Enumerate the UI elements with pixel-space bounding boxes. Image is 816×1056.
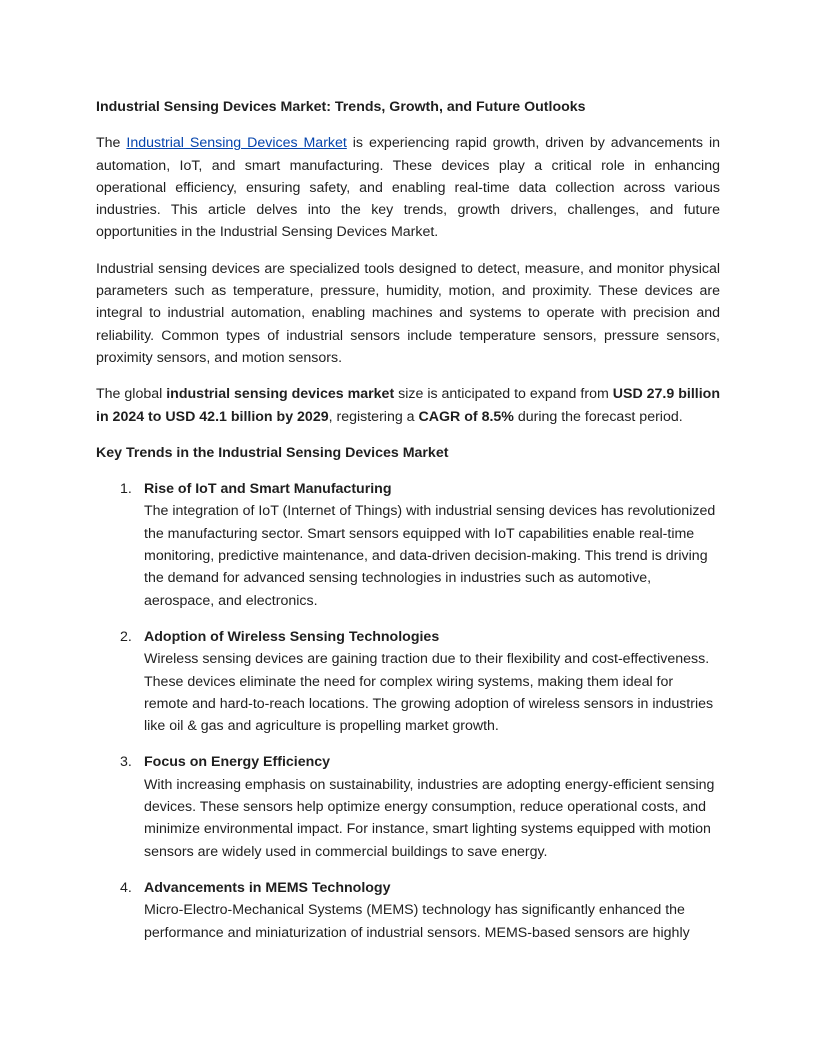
list-item-title: Focus on Energy Efficiency [144, 754, 331, 771]
list-item-body: The integration of IoT (Internet of Things) with industrial sensing devices has revolutionized the manufacturing sector. Smart sensors equipped with IoT capabilities enable real-time monitoring, predictive maintenance, and data-driven decision-making. This trend is driving the demand for advanced sensing technologies in industries such as automotive, aerospace, and electronics. [144, 503, 716, 609]
intro-prefix: The [96, 135, 127, 152]
market-size-text-2: size is anticipated to expand from [394, 386, 613, 403]
list-item-number: 4. [120, 879, 132, 896]
market-size-text-4: during the forecast period. [513, 408, 683, 425]
list-item [96, 751, 720, 862]
list-item-title: Advancements in MEMS Technology [144, 879, 391, 896]
list-item-number: 2. [120, 628, 132, 645]
document-page [96, 96, 720, 958]
market-size-paragraph [96, 383, 720, 428]
list-item-title: Rise of IoT and Smart Manufacturing [144, 481, 392, 498]
list-item-body: Wireless sensing devices are gaining traction due to their flexibility and cost-effectiveness. These devices eliminate the need for complex wiring systems, making them ideal for remote and hard-to-reach locations. The growing adoption of wireless sensors in industries like oil & gas and agriculture is propelling market growth. [144, 651, 714, 735]
document-title: Industrial Sensing Devices Market: Trends, Growth, and Future Outlooks [96, 99, 586, 115]
market-size-bold-3: CAGR of 8.5% [418, 408, 514, 425]
market-size-bold-2: USD 27.9 billion in 2024 to USD 42.1 billion by 2029 [96, 386, 720, 425]
trends-heading: Key Trends in the Industrial Sensing Devices Market [96, 444, 449, 461]
market-size-text-3: , registering a [328, 408, 419, 425]
list-item [96, 478, 720, 612]
list-item-number: 1. [120, 481, 132, 498]
market-link[interactable]: Industrial Sensing Devices Market [126, 135, 347, 152]
market-size-bold-1: industrial sensing devices market [166, 386, 395, 403]
market-size-text-1: The global [96, 386, 167, 403]
intro-rest: is experiencing rapid growth, driven by advancements in automation, IoT, and smart manufacturing. These devices play a critical role in enhancing operational efficiency, ensuring safety, and enabling real-time data collection across various industries. This article delves into the key trends, growth drivers, challenges, and future opportunities in the Industrial Sensing Devices Market. [96, 135, 721, 241]
list-item-number: 3. [120, 754, 132, 771]
trends-list [96, 478, 720, 944]
list-item-title: Adoption of Wireless Sensing Technologies [144, 628, 440, 645]
definition-paragraph: Industrial sensing devices are specialized tools designed to detect, measure, and monitor physical parameters such as temperature, pressure, humidity, motion, and proximity. These devices are integral to industrial automation, enabling machines and systems to operate with precision and reliability. Common types of industrial sensors include temperature sensors, pressure sensors, proximity sensors, and motion sensors. [96, 260, 720, 366]
list-item [96, 626, 720, 737]
list-item-body: With increasing emphasis on sustainability, industries are adopting energy-efficient sensing devices. These sensors help optimize energy consumption, reduce operational costs, and minimize environmental impact. For instance, smart lighting systems equipped with motion sensors are widely used in commercial buildings to save energy. [144, 776, 715, 860]
list-item [96, 877, 720, 944]
list-item-body: Micro-Electro-Mechanical Systems (MEMS) technology has significantly enhanced the performance and miniaturization of industrial sensors. MEMS-based sensors are highly [144, 902, 690, 941]
intro-paragraph [96, 132, 720, 243]
